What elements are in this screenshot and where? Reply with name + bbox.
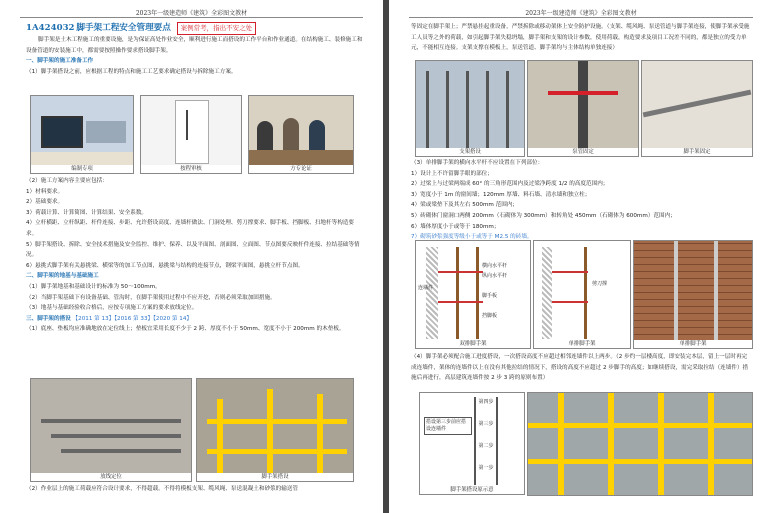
right-body-mid: [411, 158, 751, 243]
s2-item-2: （2）当脚手架基础下有设备基础、管沟时，在脚手架使用过程中不应开挖，否则必须采取加固措施。: [26, 294, 276, 301]
label-tie: 连墙件: [418, 285, 434, 291]
left-page: [0, 0, 383, 513]
caption-diagram-1: 双排脚手架: [415, 340, 531, 349]
r-item-5: 5）砖砌体门窗洞口两侧 200mm（石砌体为 300mm）和转角处 450mm（石砌体为 600mm）范围内；: [411, 212, 676, 219]
step-1: 第一步: [478, 465, 494, 471]
photo-single-scaffold: [633, 240, 753, 342]
caption-photo-3: 方专论证: [248, 165, 354, 174]
right-page: [389, 0, 773, 513]
page-gutter: [383, 0, 389, 513]
title-text: 脚手架工程安全管理要点: [76, 23, 171, 33]
caption-photo-5: 脚手架搭设: [196, 473, 354, 482]
heading-2: 二、脚手架的地基与基础施工: [26, 273, 99, 280]
step-3: 第三步: [478, 421, 494, 427]
page-header: 2023年一级建造师《建筑》全彩图文教材: [525, 10, 637, 17]
s3-paragraph-1: （1）底座、垫板均应准确地放在定位线上；垫板宜采用长度不少于 2 跨、厚度不小于 50mm、宽度不小于 200mm 的木垫板。: [26, 326, 345, 333]
photo-support: [415, 60, 525, 150]
photo-scaffold-yellow: [527, 392, 753, 496]
r-paragraph-4: （4）脚手架必须配合施工进度搭设，一次搭设高度不应超过相邻连墙件以上两步。（2 步约一层楼高度，即安装完本层，留上一层时再完成连墙件，架体的连墙件以上在没有其他拉结的情况下，搭设的高度不应超过 2 步脚手的高度；如继续搭设，需完采取拉结（连墙件）措施后再进行，高层建筑连墙件按 2 步 3 跨的原则布置）: [411, 354, 749, 382]
photo-meeting: [248, 95, 354, 167]
caption-photo-1: 编制专项: [30, 165, 134, 174]
photo-layout: [30, 378, 192, 475]
exam-years: 【2011 第 13】【2016 第 33】【2020 第 14】: [72, 315, 193, 322]
paragraph-1-2: （2）施工方案内容主要应包括：: [26, 178, 108, 184]
item-6: 6）悬挑式脚手架有关悬挑梁、横梁等的加工节点图，悬挑梁与结构的连接节点，钢梁平面图，悬挑立杆节点图。: [26, 262, 304, 269]
label-brace: 剪刀撑: [592, 281, 608, 287]
item-1: 1）材料要求。: [26, 188, 64, 195]
right-body-bottom: [411, 352, 751, 384]
header-rule: [409, 17, 753, 18]
caption-photo-2: 按程审核: [140, 165, 242, 174]
label-board: 脚手板: [482, 293, 498, 299]
s3-paragraph-2: （2）作业层上的施工荷载应符合设计要求，不得超载。不得将模板支架、缆风绳、泵送混凝土和砂浆的输送管: [26, 486, 299, 492]
heading-1: 一、脚手架的施工准备工作: [26, 58, 94, 65]
diagram-single-scaffold: [533, 240, 631, 342]
caption-diagram-2: 单排脚手架: [533, 340, 631, 349]
label-hbar: 横向水平杆: [482, 263, 508, 269]
item-5: 5）脚手架搭设、拆除、安全技术措施及安全监控、维护、保养、以及平面图、剖面图、立面图、节点图要反映杆件连接、拉结基础等情况。: [26, 241, 360, 259]
heading-3-row: [26, 314, 363, 325]
s2-item-3: （3）地基与基础经验收合格后，应按专项施工方案的要求放线定位。: [26, 305, 198, 312]
r-item-2: 2）过梁上与过梁两端成 60° 的三角形范围内及过梁净跨度 1/2 的高度范围内；: [411, 181, 609, 188]
continued-paragraph: 等固定在脚手架上；严禁悬挂起重设备，严禁拆除或移动架体上安全防护设施。（支架、缆风绳、泵送管道与脚手架连接，使脚手架承受施工人员等之外的荷载，如引起脚手架失稳坍塌，脚手架和支架的设计参数，使用荷载，构造要求及项目工况差不同的，都是独立的受力单元，不能相互连接。支架支撑在模板上，泵送管道、脚手架均与主体结构单独连接）: [411, 24, 750, 52]
label-vbar: 纵向水平杆: [482, 273, 508, 279]
label-toeboard: 挡脚板: [482, 313, 498, 319]
header-rule: [20, 17, 363, 18]
caption-r-photo-2: 泵管固定: [527, 148, 639, 157]
photo-scaffold-erection: [196, 378, 354, 475]
diagram-steps: [419, 392, 525, 488]
left-body-top: [26, 22, 363, 77]
caption-r-photo-3: 脚手架固定: [641, 148, 753, 157]
caption-photo-4: 放线定位: [30, 473, 192, 482]
step-2: 第二步: [478, 443, 494, 449]
r-item-1: 1）设计上不许留脚手眼的部位；: [411, 170, 493, 177]
heading-3: 三、脚手架的搭设: [26, 315, 71, 322]
caption-r-photo-1: 支架搭设: [415, 148, 525, 157]
caption-steps: 脚手架搭设原示意: [419, 486, 525, 495]
photo-office: [30, 95, 134, 167]
exam-note-box: 案例常考，指出不安之处: [177, 22, 257, 35]
caption-diagram-3: 单排脚手架: [633, 340, 753, 349]
intro-paragraph: 脚手架是土木工程施工的重要设施，是为保证高处作业安全，顺利进行施工而搭设的工作平台和作业通道。在结构施工、装修施工和设备管道的安装施工中，都需要按照操作要求搭设脚手架。: [26, 37, 363, 54]
r-item-4: 4）梁或梁垫下及其左右 500mm 范围内；: [411, 202, 519, 209]
left-body-bottom: [26, 484, 363, 495]
r-item-6: 6）墙体厚度小于或等于 180mm；: [411, 223, 500, 230]
page-header: 2023年一级建造师《建筑》全彩图文教材: [135, 10, 248, 17]
step-4: 第四步: [478, 399, 494, 405]
item-3: 3）荷载计算、计算简图、计算结果、安全系数。: [26, 209, 148, 216]
left-body-mid: [26, 176, 363, 335]
photo-document: [140, 95, 242, 167]
r-item-7: 7）砌筑砂浆强度等级小于或等于 M2.5 的砖墙。: [411, 234, 533, 241]
paragraph-1-1: （1）脚手架搭设之前，应根据工程的特点和施工工艺要求确定搭设与拆除施工方案。: [26, 68, 237, 75]
r-item-3: 3）宽度小于 1m 的窗间墙；120mm 厚墙、料石墙、清水墙和独立柱；: [411, 191, 591, 198]
photo-scaffold-fix: [641, 60, 753, 150]
right-body-top: [411, 22, 751, 54]
photo-pump-pipe: [527, 60, 639, 150]
s2-item-1: （1）脚手架地基和基础设计的标准为 50～100mm。: [26, 283, 161, 290]
title-code: 1A424032: [26, 23, 75, 33]
item-4: 4）立杆横距、立杆纵距、杆件连接、步距、允许搭设高度、连墙杆做法、门洞处理、剪刀撑要求、脚手板、挡脚板、扫地杆等构造要求。: [26, 220, 354, 237]
item-2: 2）基础要求。: [26, 199, 64, 206]
r-paragraph-2: （3）单排脚手架的横向水平杆不应设置在下列部位：: [411, 160, 544, 166]
step-note: 搭设第三步前应搭设连墙件: [424, 417, 472, 435]
diagram-double-scaffold: [415, 240, 531, 342]
section-title: [26, 22, 363, 35]
